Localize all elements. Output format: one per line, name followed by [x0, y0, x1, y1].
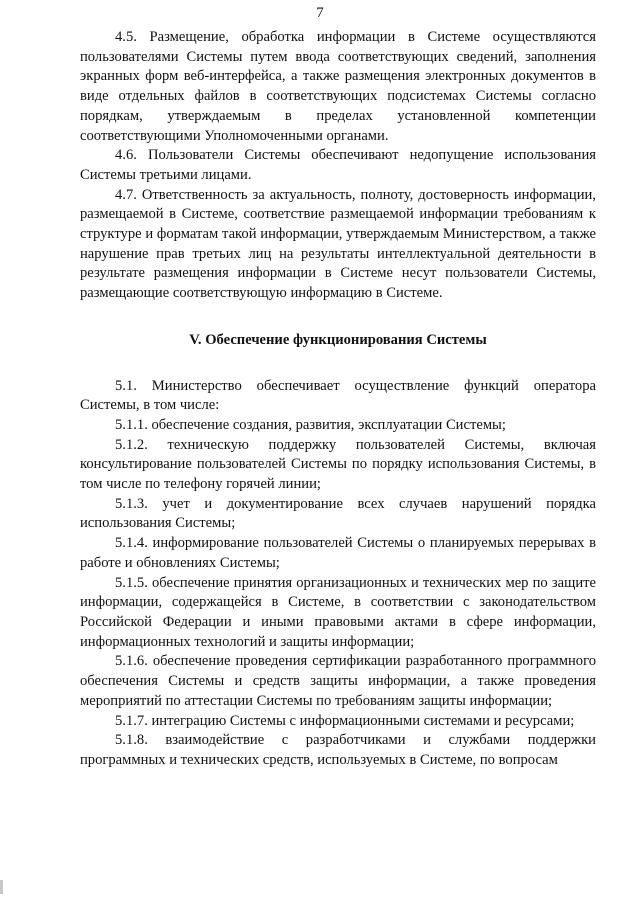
scan-edge-mark — [0, 880, 3, 894]
paragraph-5-1: 5.1. Министерство обеспечивает осуществление функций оператора Системы, в том числе: — [80, 377, 596, 414]
paragraph-5-1-8: 5.1.8. взаимодействие с разработчиками и службами поддержки программных и технических средств, используемых в Системе, по вопросам — [80, 732, 596, 768]
document-body — [80, 28, 596, 771]
paragraph-5-1-2: 5.1.2. техническую поддержку пользователей Системы, включая консультирование пользователей Системы по порядку использования Системы, в том числе по телефону горячей линии; — [80, 436, 596, 493]
section-heading: V. Обеспечение функционирования Системы — [189, 331, 487, 348]
paragraph-5-1-6: 5.1.6. обеспечение проведения сертификации разработанного программного обеспечения Системы и средств защиты информации, а также проведения мероприятий по аттестации Системы по требованиям защиты информации; — [80, 653, 596, 709]
paragraph-5-1-1: 5.1.1. обеспечение создания, развития, эксплуатации Системы; — [115, 416, 506, 433]
paragraph-4-5: 4.5. Размещение, обработка информации в Системе осуществляются пользователями Системы путем ввода соответствующих сведений, заполнения экранных форм веб-интерфейса, а также размещения электронных документов в виде отдельных файлов в соответствующих подсистемах Системы согласно порядкам, утверждаемым в пределах установленной компетенции соответствующими Уполномоченными органами. — [80, 29, 596, 144]
paragraph-5-1-7: 5.1.7. интеграцию Системы с информационными системами и ресурсами; — [115, 712, 575, 729]
paragraph-5-1-3: 5.1.3. учет и документирование всех случаев нарушений порядка использования Системы; — [80, 495, 596, 532]
paragraph-5-1-5: 5.1.5. обеспечение принятия организационных и технических мер по защите информации, содержащейся в Системе, в соответствии с законодательством Российской Федерации и иными правовыми актами в сфере информации, информационных технологий и защиты информации; — [80, 574, 596, 650]
page-number: 7 — [316, 5, 324, 21]
paragraph-4-6: 4.6. Пользователи Системы обеспечивают недопущение использования Системы третьими лицами. — [80, 147, 596, 183]
paragraph-4-7: 4.7. Ответственность за актуальность, полноту, достоверность информации, размещаемой в Системе, соответствие размещаемой информации требованиям к структуре и форматам такой информации, утверждаемым Министерством, а также нарушение прав третьих лиц на результаты интеллектуальной деятельности в результате размещения информации в Системе несут пользователи Системы, размещающие соответствующую информацию в Системе. — [80, 186, 596, 302]
paragraph-5-1-4: 5.1.4. информирование пользователей Системы о планируемых перерывах в работе и обновлениях Системы; — [80, 535, 596, 571]
